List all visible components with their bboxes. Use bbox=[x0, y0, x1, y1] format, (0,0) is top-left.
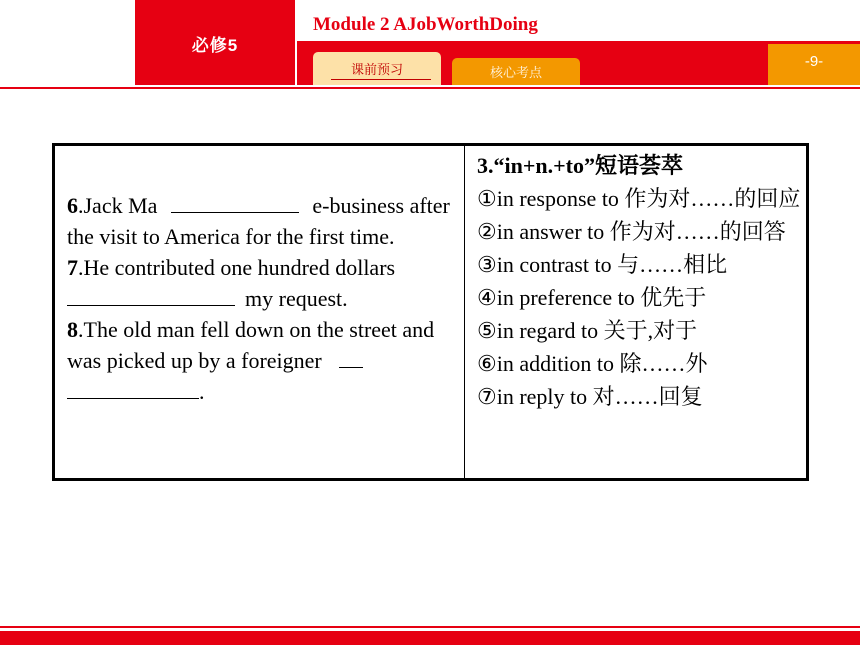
module-title: Module 2 AJobWorthDoing bbox=[313, 14, 538, 35]
answer-blank-8b[interactable] bbox=[67, 378, 199, 399]
phrase-item: ②in answer to 作为对……的回答 bbox=[477, 219, 786, 244]
tab-underline bbox=[331, 79, 431, 80]
answer-blank-8a[interactable] bbox=[339, 347, 363, 368]
header-divider bbox=[0, 87, 860, 89]
tab-preview[interactable] bbox=[313, 52, 441, 85]
book-label: 必修5 bbox=[191, 36, 239, 55]
footer-bar bbox=[0, 631, 860, 645]
page-number: -9- bbox=[768, 44, 860, 85]
question-6-number: 6 bbox=[67, 193, 78, 218]
question-6 bbox=[67, 190, 464, 252]
tab-preview-label: 课前预习 bbox=[350, 63, 403, 78]
question-8-after: . bbox=[199, 379, 205, 404]
footer-divider bbox=[0, 626, 860, 628]
tab-core-points-label: 核心考点 bbox=[489, 66, 542, 81]
phrase-column bbox=[465, 146, 806, 478]
question-6-before: .Jack Ma bbox=[78, 193, 158, 218]
exercise-column bbox=[55, 146, 465, 478]
question-8-before: .The old man fell down on the street and was picked up by a foreigner bbox=[67, 317, 435, 373]
book-label-block bbox=[135, 0, 295, 85]
answer-blank-7[interactable] bbox=[67, 285, 235, 306]
phrase-item: ④in preference to 优先于 bbox=[477, 285, 707, 310]
question-8-number: 8 bbox=[67, 317, 78, 342]
phrase-item: ③in contrast to 与……相比 bbox=[477, 252, 728, 277]
phrase-section-title: 3.“in+n.+to”短语荟萃 bbox=[477, 153, 683, 178]
question-7 bbox=[67, 252, 464, 314]
phrase-item: ⑥in addition to 除……外 bbox=[477, 351, 708, 376]
answer-blank-6[interactable] bbox=[171, 192, 299, 213]
tab-core-points[interactable] bbox=[452, 58, 580, 85]
phrase-item: ①in response to 作为对……的回应 bbox=[477, 186, 801, 211]
phrase-item: ⑤in regard to 关于,对于 bbox=[477, 318, 698, 343]
question-7-number: 7 bbox=[67, 255, 78, 280]
phrase-item: ⑦in reply to 对……回复 bbox=[477, 384, 703, 409]
exercise-table bbox=[52, 143, 809, 481]
question-6-after: e-business after the visit to America for the first time. bbox=[67, 193, 450, 249]
question-8 bbox=[67, 314, 464, 407]
question-7-before: .He contributed one hundred dollars bbox=[78, 255, 396, 280]
question-7-after: my request. bbox=[245, 286, 348, 311]
